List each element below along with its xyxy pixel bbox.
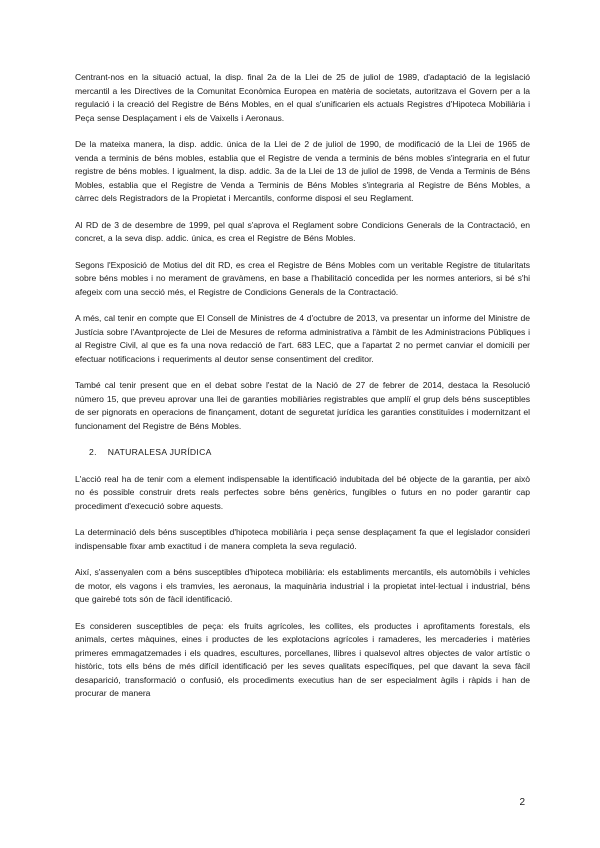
paragraph-4: Segons l'Exposició de Motius del dit RD, es crea el Registre de Béns Mobles com un veritable Registre de titularitats sobre béns mobles i no merament de gravàmens, en base a l'habilitació concedida per les normes anteriors, si bé s'hi afegeix com una secció més, el Registre de Condicions Generals de la Contractació.	[75, 259, 530, 297]
page-number: 2	[519, 797, 525, 808]
paragraph-5: A més, cal tenir en compte que El Consell de Ministres de 4 d'octubre de 2013, va presentar un informe del Ministre de Justícia sobre l'Avantprojecte de Llei de Mesures de reforma administrativa a l'àmbit de les Administracions Públiques i al Registre Civil, al que es fa una nova redacció de l'art. 683 LEC, que a l'apartat 2 no permet canviar el domicili per efectuar notificacions i requeriments al deutor sense consentiment del creditor.	[75, 313, 530, 364]
page-body	[75, 71, 530, 701]
paragraph-3: Al RD de 3 de desembre de 1999, pel qual s'aprova el Reglament sobre Condicions Generals de la Contractació, en concret, a la seva disp. addic. única, es crea el Registre de Béns Mobles.	[75, 219, 530, 243]
paragraph-6: També cal tenir present que en el debat sobre l'estat de la Nació de 27 de febrer de 2014, destaca la Resolució número 15, que preveu aprovar una llei de garanties mobiliàries registrables que ampliï el grup dels béns susceptibles de ser pignorats en operacions de finançament, dotant de seguretat jurídica les garanties constituïdes i modernitzant el funcionament del Registre de Béns Mobles.	[75, 380, 530, 431]
paragraph-2: De la mateixa manera, la disp. addic. única de la Llei de 2 de juliol de 1990, de modificació de la Llei de 1965 de venda a terminis de béns mobles, establia que el Registre de venda a terminis de béns mobles s'integraria en el futur registre de béns mobles. I igualment, la disp. addic. 3a de la Llei de 13 de juliol de 1998, de Venda a Terminis de Béns Mobles, establia que el Registre de Venda a Terminis de Béns Mobles s'integraria al Registre de Béns Mobles, a càrrec dels Registradors de la Propietat i Mercantils, conforme disposi el seu Reglament.	[75, 139, 530, 203]
paragraph-10: Es consideren susceptibles de peça: els fruits agrícoles, les collites, els productes i aprofitaments forestals, els animals, certes màquines, eines i productes de les explotacions agrícoles i ramaderes, les mercaderies i matèries primeres emmagatzemades i els quadres, escultures, porcellanes, llibres i qualsevol altres objectes de valor artístic o històric, tots ells béns de més difícil identificació per les seves qualitats específiques, pel que davant la seva fàcil desaparició, transformació o confusió, els procediments executius han de ser especialment àgils i ràpids i han de procurar de manera	[75, 620, 530, 698]
section-number: 2.	[89, 447, 97, 457]
section-heading	[89, 446, 530, 460]
paragraph-1: Centrant-nos en la situació actual, la disp. final 2a de la Llei de 25 de juliol de 1989, d'adaptació de la legislació mercantil a les Directives de la Comunitat Econòmica Europea en matèria de societats, autoritzava el Govern per a la regulació i la creació del Registre de Béns Mobles, en el qual s'unificarien els actuals Registres d'Hipoteca Mobiliària i Peça sense Desplaçament i els de Vaixells i Aeronaus.	[75, 72, 530, 123]
paragraph-8: La determinació dels béns susceptibles d'hipoteca mobiliària i peça sense desplaçament fa que el legislador consideri indispensable fixar amb exactitud i de manera completa la seva regulació.	[75, 527, 530, 551]
section-title: NATURALESA JURÍDICA	[107, 447, 212, 457]
paragraph-9: Així, s'assenyalen com a béns susceptibles d'hipoteca mobiliària: els establiments mercantils, els automòbils i vehicles de motor, els vagons i els tramvies, les aeronaus, la maquinària industrial i la propietat intel·lectual i industrial, béns que gairebé tots són de fàcil identificació.	[75, 567, 530, 604]
paragraph-7: L'acció real ha de tenir com a element indispensable la identificació indubitada del bé objecte de la garantia, per això no és possible construir drets reals perfectes sobre béns genèrics, fungibles o futurs en no poder garantir cap procediment d'execució sobre aquests.	[75, 473, 530, 511]
